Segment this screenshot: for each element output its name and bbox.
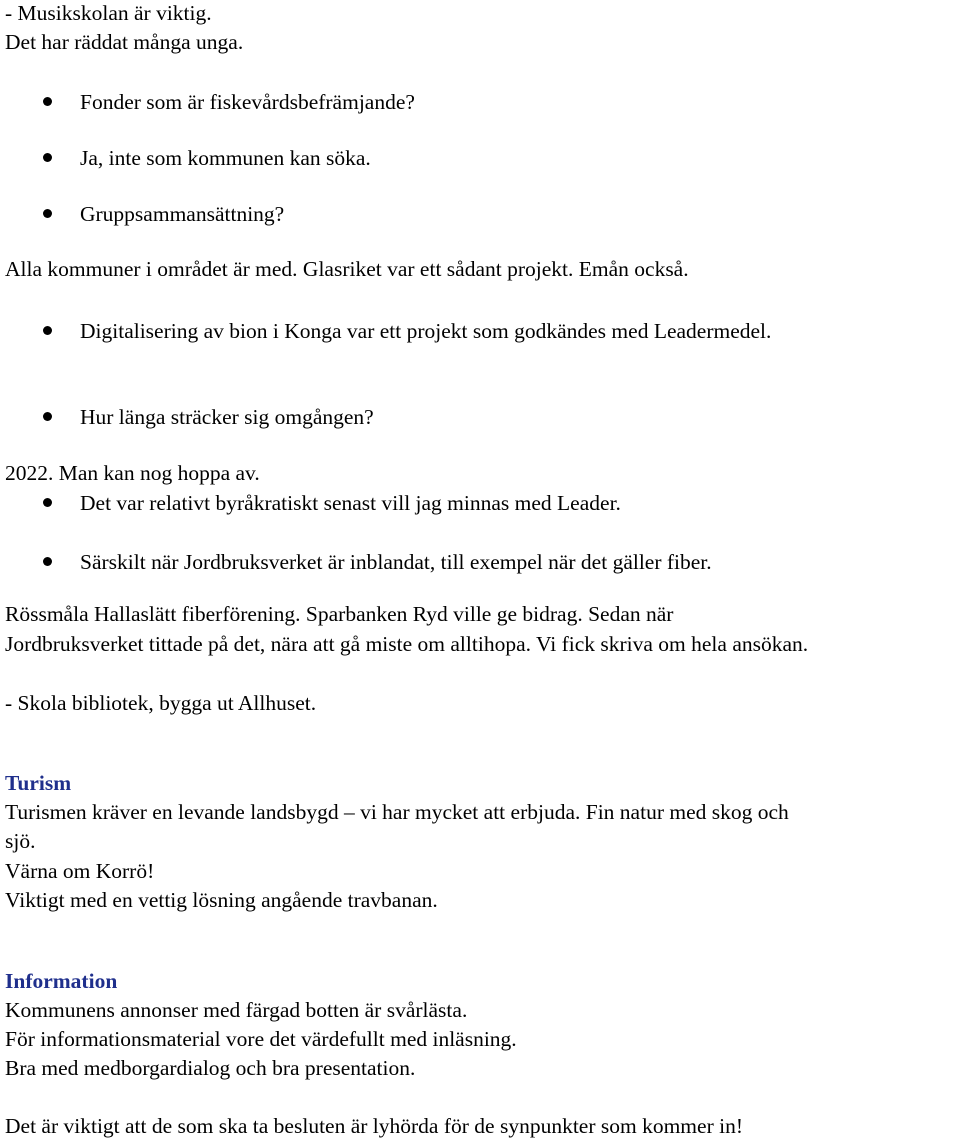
text-line: sjö. xyxy=(5,829,36,853)
text-line: Det är viktigt att de som ska ta besluten är lyhörda för de synpunkter som kommer in! xyxy=(5,1114,743,1138)
text-line: - Skola bibliotek, bygga ut Allhuset. xyxy=(5,691,317,715)
text-line: Det har räddat många unga. xyxy=(5,30,244,54)
text-line: Alla kommuner i området är med. Glasriket var ett sådant projekt. Emån också. xyxy=(5,257,689,281)
bullet-icon xyxy=(43,498,52,507)
bullet-text: Det var relativt byråkratiskt senast vill jag minnas med Leader. xyxy=(80,491,621,515)
bullet-text: Särskilt när Jordbruksverket är inblandat, till exempel när det gäller fiber. xyxy=(80,550,712,574)
bullet-icon xyxy=(43,557,52,566)
bullet-text: Digitalisering av bion i Konga var ett projekt som godkändes med Leadermedel. xyxy=(80,319,772,343)
bullet-item xyxy=(80,318,771,344)
bullet-icon xyxy=(43,153,52,162)
bullet-item xyxy=(80,201,284,227)
bullet-text: Ja, inte som kommunen kan söka. xyxy=(80,146,371,170)
text-line: 2022. Man kan nog hoppa av. xyxy=(5,461,260,485)
section-heading-turism: Turism xyxy=(5,771,72,795)
section-heading-information: Information xyxy=(5,969,118,993)
bullet-icon xyxy=(43,97,52,106)
bullet-icon xyxy=(43,209,52,218)
text-line: Bra med medborgardialog och bra presentation. xyxy=(5,1056,416,1080)
text-line: Turismen kräver en levande landsbygd – vi har mycket att erbjuda. Fin natur med skog och xyxy=(5,800,789,824)
bullet-item xyxy=(80,490,621,516)
text-line: Kommunens annonser med färgad botten är svårlästa. xyxy=(5,998,468,1022)
text-line: Rössmåla Hallaslätt fiberförening. Sparbanken Ryd ville ge bidrag. Sedan när xyxy=(5,602,674,626)
text-line: Jordbruksverket tittade på det, nära att gå miste om alltihopa. Vi fick skriva om hela ansökan. xyxy=(5,632,809,656)
text-line: Värna om Korrö! xyxy=(5,859,155,883)
bullet-icon xyxy=(43,412,52,421)
bullet-item xyxy=(80,89,415,115)
bullet-icon xyxy=(43,326,52,335)
bullet-text: Hur länga sträcker sig omgången? xyxy=(80,405,374,429)
bullet-item xyxy=(80,145,371,171)
bullet-text: Fonder som är fiskevårdsbefrämjande? xyxy=(80,90,415,114)
bullet-item xyxy=(80,404,374,430)
text-line: - Musikskolan är viktig. xyxy=(5,1,212,25)
bullet-item xyxy=(80,549,712,575)
text-line: För informationsmaterial vore det värdefullt med inläsning. xyxy=(5,1027,517,1051)
text-line: Viktigt med en vettig lösning angående travbanan. xyxy=(5,888,438,912)
bullet-text: Gruppsammansättning? xyxy=(80,202,285,226)
